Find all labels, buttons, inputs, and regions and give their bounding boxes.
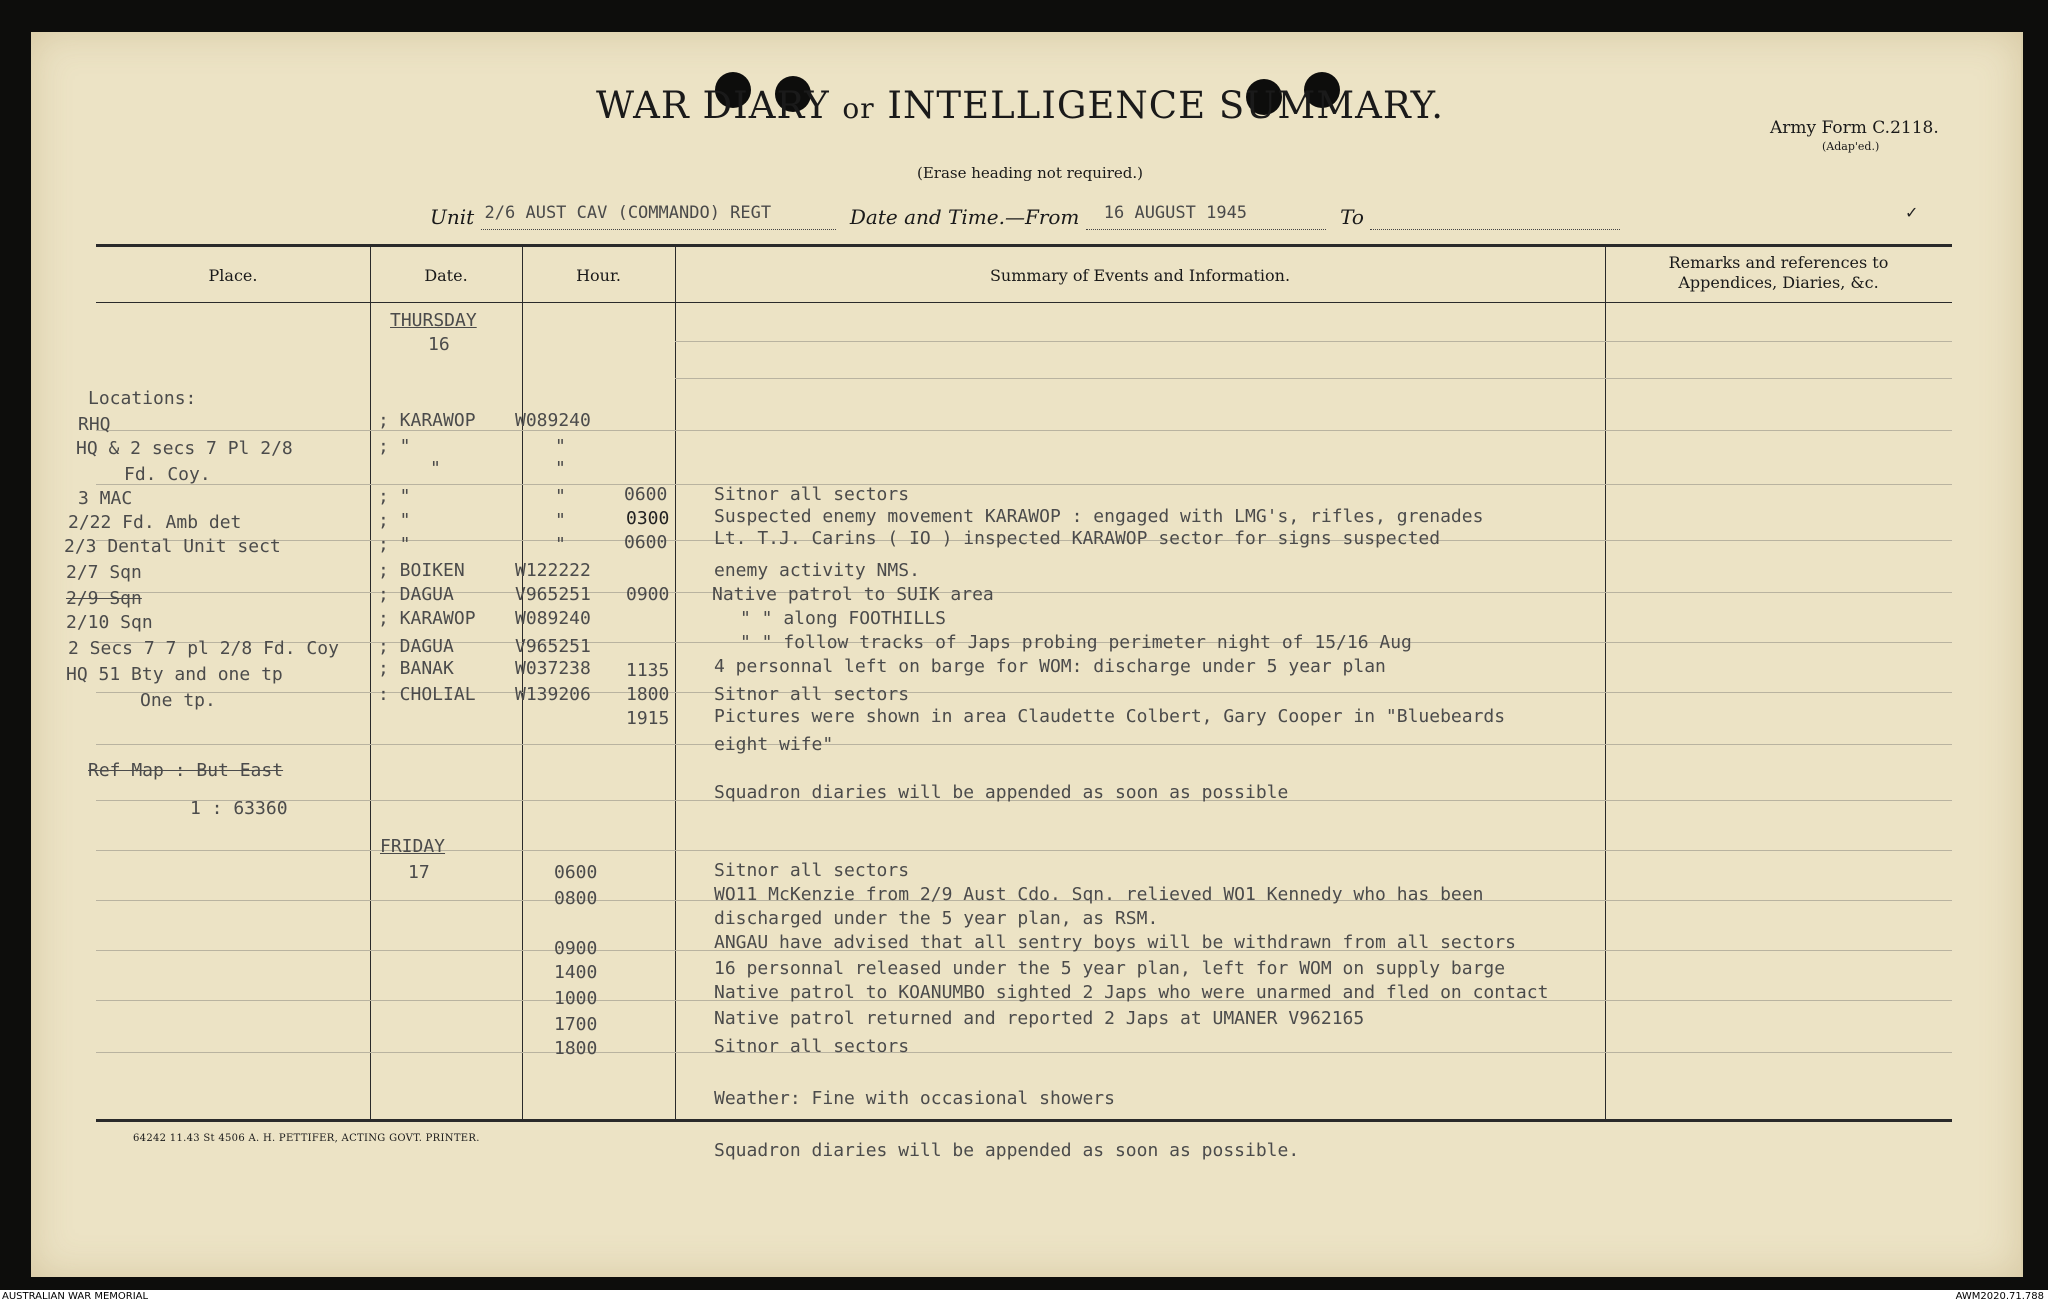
- location-grid: W037238: [515, 658, 591, 679]
- location-grid: ": [555, 510, 566, 531]
- entry-text: Suspected enemy movement KARAWOP : engaged with LMG's, rifles, grenades: [714, 506, 1484, 527]
- location-grid: ": [555, 534, 566, 555]
- location-place: 2 Secs 7 7 pl 2/8 Fd. Coy: [68, 638, 339, 659]
- col-header-date: Date.: [424, 266, 468, 285]
- entry-text: Native patrol returned and reported 2 Japs at UMANER V962165: [714, 1008, 1365, 1029]
- location-place: Fd. Coy.: [124, 464, 211, 485]
- ruled-line: [675, 378, 1952, 379]
- location-name: ; ": [378, 486, 411, 507]
- army-form-number: Army Form C.2118.: [1770, 118, 1939, 138]
- entry-hour: 1800: [554, 1038, 598, 1059]
- location-grid: W089240: [515, 410, 591, 431]
- location-grid: V965251: [515, 636, 591, 657]
- army-form-label: [1770, 118, 1970, 153]
- col-header-remarks: [1605, 253, 1952, 293]
- date-label: Date and Time.—From: [849, 205, 1080, 229]
- printer-imprint: 64242 11.43 St 4506 A. H. PETTIFER, ACTING GOVT. PRINTER.: [133, 1133, 480, 1144]
- entry-text: ANGAU have advised that all sentry boys will be withdrawn from all sectors: [714, 932, 1516, 953]
- table-bottom-rule: [96, 1119, 1952, 1122]
- location-name: : CHOLIAL: [378, 684, 476, 705]
- entry-hour: 1400: [554, 962, 598, 983]
- unit-label: Unit: [430, 205, 475, 229]
- location-place: 2/3 Dental Unit sect: [64, 536, 281, 557]
- location-place: 2/22 Fd. Amb det: [68, 512, 242, 533]
- entry-hour: 0900: [554, 938, 598, 959]
- archive-left-label: AUSTRALIAN WAR MEMORIAL: [2, 1291, 149, 1302]
- header-rule: [96, 302, 1952, 303]
- entry-hour: 0800: [554, 888, 598, 909]
- column-divider: [522, 247, 523, 1119]
- entry-hour: 1700: [554, 1014, 598, 1035]
- entry-hour: 1915: [626, 708, 670, 729]
- subtitle: (Erase heading not required.): [916, 164, 1144, 182]
- entry-text: " " along FOOTHILLS: [740, 608, 946, 629]
- col-header-place: Place.: [208, 266, 258, 285]
- unit-line: [430, 205, 1620, 230]
- location-grid: W089240: [515, 608, 591, 629]
- location-place: 2/10 Sqn: [66, 612, 153, 633]
- day-weekday: FRIDAY: [380, 836, 446, 857]
- location-name: ; ": [378, 534, 411, 555]
- title-war-diary: WAR DIARY: [595, 84, 830, 127]
- entry-text: Sitnor all sectors: [714, 484, 910, 505]
- col-header-summary: Summary of Events and Information.: [989, 266, 1291, 285]
- day-weekday: THURSDAY: [390, 310, 477, 331]
- archive-strip: [0, 1290, 2048, 1304]
- entry-hour: 1000: [554, 988, 598, 1009]
- location-name: ; DAGUA: [378, 636, 454, 657]
- location-place: HQ 51 Bty and one tp: [66, 664, 283, 685]
- ruled-line: [96, 484, 1952, 485]
- entry-text: discharged under the 5 year plan, as RSM.: [714, 908, 1159, 929]
- entry-text: WO11 McKenzie from 2/9 Aust Cdo. Sqn. relieved WO1 Kennedy who has been: [714, 884, 1484, 905]
- locations-heading: Locations:: [88, 388, 197, 409]
- entry-hour: 1135: [626, 660, 670, 681]
- location-name: ; BOIKEN: [378, 560, 465, 581]
- ruled-line: [96, 692, 1952, 693]
- location-place: One tp.: [140, 690, 216, 711]
- location-grid: V965251: [515, 584, 591, 605]
- day-number: 16: [428, 334, 450, 355]
- footer-note: Squadron diaries will be appended as soon as possible.: [714, 1140, 1300, 1161]
- location-place: 3 MAC: [78, 488, 133, 509]
- ref-map-label: Ref Map : But East: [88, 760, 284, 781]
- remarks-line-2: Appendices, Diaries, &c.: [1678, 273, 1879, 292]
- ruled-line: [96, 592, 1952, 593]
- location-name: ; ": [378, 510, 411, 531]
- location-name: ": [430, 458, 441, 479]
- ruled-line: [96, 430, 1952, 431]
- entry-hour: 1800: [626, 684, 670, 705]
- ruled-line: [96, 1052, 1952, 1053]
- location-grid: ": [555, 458, 566, 479]
- entry-text: Sitnor all sectors: [714, 1036, 910, 1057]
- location-name: ; DAGUA: [378, 584, 454, 605]
- location-name: ; BANAK: [378, 658, 454, 679]
- location-place: RHQ: [78, 414, 111, 435]
- entry-text: eight wife": [714, 734, 834, 755]
- entry-text: Sitnor all sectors: [714, 860, 910, 881]
- to-label: To: [1340, 205, 1364, 229]
- entry-hour: 0600: [624, 532, 668, 553]
- location-place: 2/9 Sqn: [66, 588, 142, 609]
- location-grid: ": [555, 486, 566, 507]
- ref-map-scale: 1 : 63360: [190, 798, 288, 819]
- entry-text: enemy activity NMS.: [714, 560, 920, 581]
- location-place: HQ & 2 secs 7 Pl 2/8: [76, 438, 293, 459]
- title-or: or: [842, 92, 875, 125]
- entry-hour: 0900: [626, 584, 670, 605]
- entry-hour: 0600: [624, 484, 668, 505]
- column-divider: [370, 247, 371, 1119]
- unit-value: 2/6 AUST CAV (COMMANDO) REGT: [484, 203, 772, 223]
- ruled-line: [96, 850, 1952, 851]
- location-grid: W122222: [515, 560, 591, 581]
- entry-text: Weather: Fine with occasional showers: [714, 1088, 1115, 1109]
- entry-text: Native patrol to SUIK area: [712, 584, 994, 605]
- archive-right-label: AWM2020.71.788: [1955, 1291, 2044, 1302]
- page-title: [570, 84, 1470, 127]
- ruled-line: [96, 744, 1952, 745]
- entry-hour: 0300: [626, 508, 670, 529]
- date-value: 16 AUGUST 1945: [1103, 203, 1248, 223]
- adapted-note: (Adap'ed.): [1822, 140, 1880, 153]
- entry-text: Lt. T.J. Carins ( IO ) inspected KARAWOP sector for signs suspected: [714, 528, 1441, 549]
- location-grid: W139206: [515, 684, 591, 705]
- check-mark-icon: ✓: [1905, 203, 1919, 222]
- entry-text: " " follow tracks of Japs probing perimeter night of 15/16 Aug: [740, 632, 1412, 653]
- table-top-rule: [96, 244, 1952, 247]
- location-name: ; KARAWOP: [378, 608, 476, 629]
- entry-text: Native patrol to KOANUMBO sighted 2 Japs who were unarmed and fled on contact: [714, 982, 1549, 1003]
- ruled-line: [675, 341, 1952, 342]
- entry-text: Sitnor all sectors: [714, 684, 910, 705]
- col-header-hour: Hour.: [576, 266, 621, 285]
- location-grid: ": [555, 436, 566, 457]
- entry-text: 4 personnal left on barge for WOM: discharge under 5 year plan: [714, 656, 1386, 677]
- entry-text: Squadron diaries will be appended as soon as possible: [714, 782, 1289, 803]
- location-name: ; KARAWOP: [378, 410, 476, 431]
- title-intelligence-summary: INTELLIGENCE SUMMARY.: [887, 84, 1445, 127]
- remarks-line-1: Remarks and references to: [1668, 253, 1889, 272]
- entry-hour: 0600: [554, 862, 598, 883]
- entry-text: 16 personnal released under the 5 year plan, left for WOM on supply barge: [714, 958, 1506, 979]
- location-place: 2/7 Sqn: [66, 562, 142, 583]
- entry-text: Pictures were shown in area Claudette Colbert, Gary Cooper in "Bluebeards: [714, 706, 1506, 727]
- day-number: 17: [408, 862, 430, 883]
- location-name: ; ": [378, 436, 411, 457]
